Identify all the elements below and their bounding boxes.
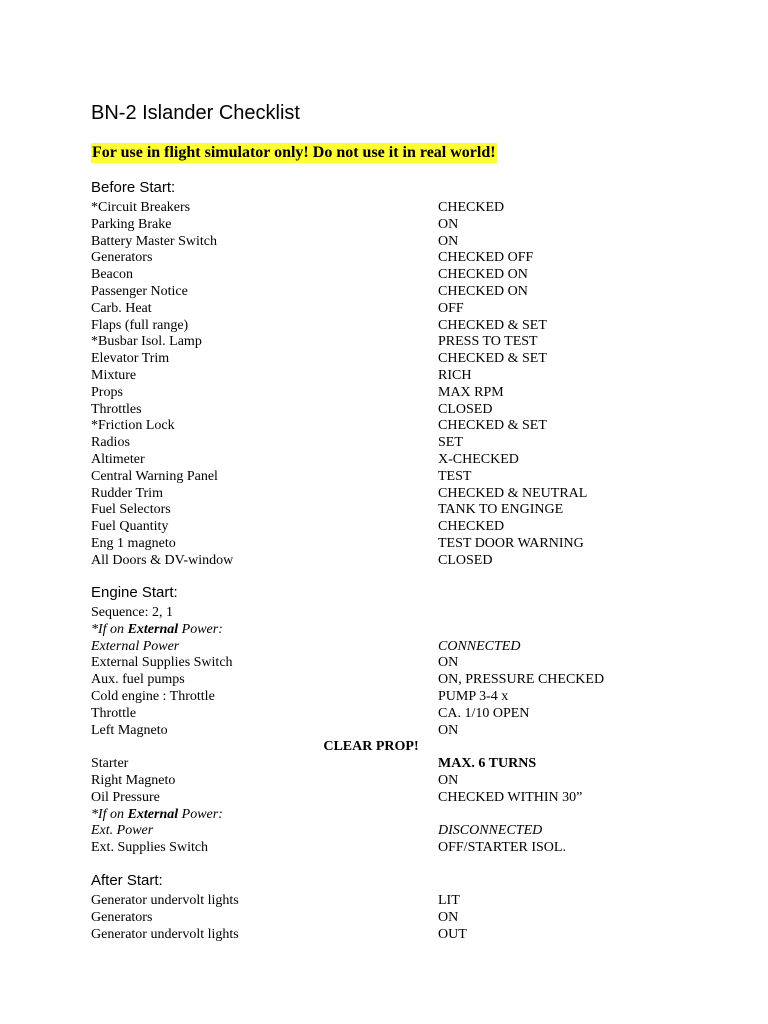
section-heading: Engine Start: (91, 584, 178, 601)
list-item (91, 706, 711, 723)
checklist-value: SET (438, 435, 463, 451)
clear-prop-callout: CLEAR PROP! (323, 739, 419, 755)
list-item (91, 622, 711, 639)
section-heading: After Start: (91, 872, 163, 889)
checklist-value: TEST DOOR WARNING (438, 535, 584, 551)
checklist-item: Generators (91, 909, 153, 925)
checklist-item: Ext. Supplies Switch (91, 840, 209, 856)
checklist-value: CHECKED OFF (438, 250, 534, 266)
checklist-value: CLOSED (438, 552, 493, 568)
checklist-item: All Doors & DV-window (91, 552, 234, 568)
checklist-item: Mixture (91, 367, 137, 383)
checklist-value: MAX. 6 TURNS (438, 756, 537, 772)
list-item (91, 385, 711, 402)
checklist-item: Generator undervolt lights (91, 893, 239, 908)
list-item (91, 469, 711, 486)
checklist-item: Throttles (91, 401, 142, 417)
checklist-item: Radios (91, 435, 130, 451)
checklist-value: CA. 1/10 OPEN (438, 705, 530, 721)
note-suffix: Power: (178, 621, 223, 637)
checklist-item: Ext. Power (91, 823, 154, 839)
list-item (91, 655, 711, 672)
checklist-item: *Circuit Breakers (91, 200, 191, 215)
checklist-value: OUT (438, 926, 467, 942)
checklist-value: CONNECTED (438, 638, 521, 654)
checklist-item: Fuel Quantity (91, 519, 169, 535)
checklist-value: CHECKED & SET (438, 317, 547, 333)
note-suffix: Power: (178, 806, 223, 822)
checklist-rows (91, 200, 711, 570)
checklist-value: CHECKED ON (438, 267, 528, 283)
checklist-value: ON (438, 233, 459, 249)
list-item (91, 893, 711, 910)
checklist-item: Battery Master Switch (91, 233, 217, 249)
checklist-item: Starter (91, 756, 129, 772)
checklist-value: ON (438, 909, 459, 925)
checklist-value: X-CHECKED (438, 451, 519, 467)
checklist-item: External Power (91, 638, 180, 654)
checklist-value: ON (438, 655, 459, 671)
checklist-value: CHECKED & NEUTRAL (438, 485, 588, 501)
checklist-item: Rudder Trim (91, 485, 163, 501)
list-item (91, 823, 711, 840)
checklist-rows (91, 605, 711, 857)
checklist-value: LIT (438, 893, 460, 908)
checklist-value: ON (438, 216, 459, 232)
checklist-group (91, 823, 711, 857)
list-item (91, 756, 711, 773)
list-item (91, 790, 711, 807)
list-item (91, 807, 711, 824)
checklist-item: Right Magneto (91, 772, 176, 788)
list-item (91, 502, 711, 519)
note-bold: External (127, 621, 179, 637)
list-item (91, 368, 711, 385)
checklist-value: CHECKED WITHIN 30” (438, 789, 583, 805)
checklist-item: Central Warning Panel (91, 468, 218, 484)
list-item (91, 318, 711, 335)
list-item (91, 723, 711, 740)
list-item (91, 536, 711, 553)
checklist-item: Cold engine : Throttle (91, 688, 215, 704)
checklist-item: Throttle (91, 705, 137, 721)
checklist-value: CLOSED (438, 401, 493, 417)
checklist-value: CHECKED ON (438, 283, 528, 299)
checklist-value: DISCONNECTED (438, 823, 543, 839)
section-before-start (91, 178, 711, 570)
list-item (91, 250, 711, 267)
list-item (91, 267, 711, 284)
list-item (91, 840, 711, 857)
checklist-item: Props (91, 384, 123, 400)
checklist-value: RICH (438, 367, 472, 383)
checklist-item: Aux. fuel pumps (91, 672, 185, 688)
checklist-value: ON, PRESSURE CHECKED (438, 672, 605, 688)
list-item (91, 234, 711, 251)
checklist-item: Left Magneto (91, 722, 168, 738)
checklist-item: Generator undervolt lights (91, 926, 239, 942)
checklist-item: Parking Brake (91, 216, 172, 232)
checklist-item: Oil Pressure (91, 789, 160, 805)
list-item (91, 486, 711, 503)
page-title: BN-2 Islander Checklist (91, 102, 300, 124)
list-item (91, 689, 711, 706)
checklist-value: OFF (438, 300, 464, 316)
checklist-value: CHECKED (438, 200, 505, 215)
checklist-value: OFF/STARTER ISOL. (438, 840, 566, 856)
checklist-item: Carb. Heat (91, 300, 152, 316)
checklist-group (91, 639, 711, 740)
list-item (91, 910, 711, 927)
checklist-value: ON (438, 722, 459, 738)
list-item (91, 284, 711, 301)
checklist-value: CHECKED & SET (438, 351, 547, 367)
checklist-item: Passenger Notice (91, 283, 188, 299)
list-item (91, 519, 711, 536)
checklist-item: *Friction Lock (91, 418, 175, 434)
list-item (91, 351, 711, 368)
list-item (91, 639, 711, 656)
checklist-item: Beacon (91, 267, 133, 283)
simulator-warning: For use in flight simulator only! Do not use it in real world! (92, 144, 496, 161)
list-item (91, 418, 711, 435)
external-power-note (91, 622, 438, 639)
list-item (91, 927, 711, 944)
checklist-item: Flaps (full range) (91, 317, 189, 333)
checklist-rows (91, 893, 711, 943)
checklist-item: *Busbar Isol. Lamp (91, 334, 202, 350)
external-power-note (91, 807, 438, 824)
checklist-value: CHECKED & SET (438, 418, 547, 434)
checklist-value: TEST (438, 468, 472, 484)
list-item (91, 773, 711, 790)
checklist-value: TANK TO ENGINGE (438, 502, 564, 518)
checklist-item: Fuel Selectors (91, 502, 171, 518)
section-heading: Before Start: (91, 179, 176, 196)
list-item (91, 334, 711, 351)
checklist-value: ON (438, 772, 459, 788)
list-item (91, 452, 711, 469)
checklist-group (91, 756, 711, 806)
checklist-value: CHECKED (438, 519, 505, 535)
note-bold: External (127, 806, 179, 822)
checklist-value: PUMP 3-4 x (438, 688, 509, 704)
section-engine-start (91, 583, 711, 857)
checklist-value: MAX RPM (438, 384, 504, 400)
checklist-item: Elevator Trim (91, 351, 170, 367)
list-item (91, 553, 711, 570)
list-item (91, 217, 711, 234)
checklist-value: PRESS TO TEST (438, 334, 538, 350)
list-item (91, 605, 711, 622)
list-item (91, 402, 711, 419)
note-prefix: *If on (91, 621, 128, 637)
checklist-item: External Supplies Switch (91, 655, 233, 671)
list-item (91, 672, 711, 689)
sequence-text: Sequence: 2, 1 (91, 605, 174, 620)
list-item (91, 301, 711, 318)
note-prefix: *If on (91, 806, 128, 822)
checklist-item: Eng 1 magneto (91, 535, 176, 551)
checklist-item: Generators (91, 250, 153, 266)
list-item (91, 200, 711, 217)
list-item (91, 435, 711, 452)
checklist-item: Altimeter (91, 451, 145, 467)
list-item (91, 739, 711, 756)
section-after-start (91, 871, 711, 943)
